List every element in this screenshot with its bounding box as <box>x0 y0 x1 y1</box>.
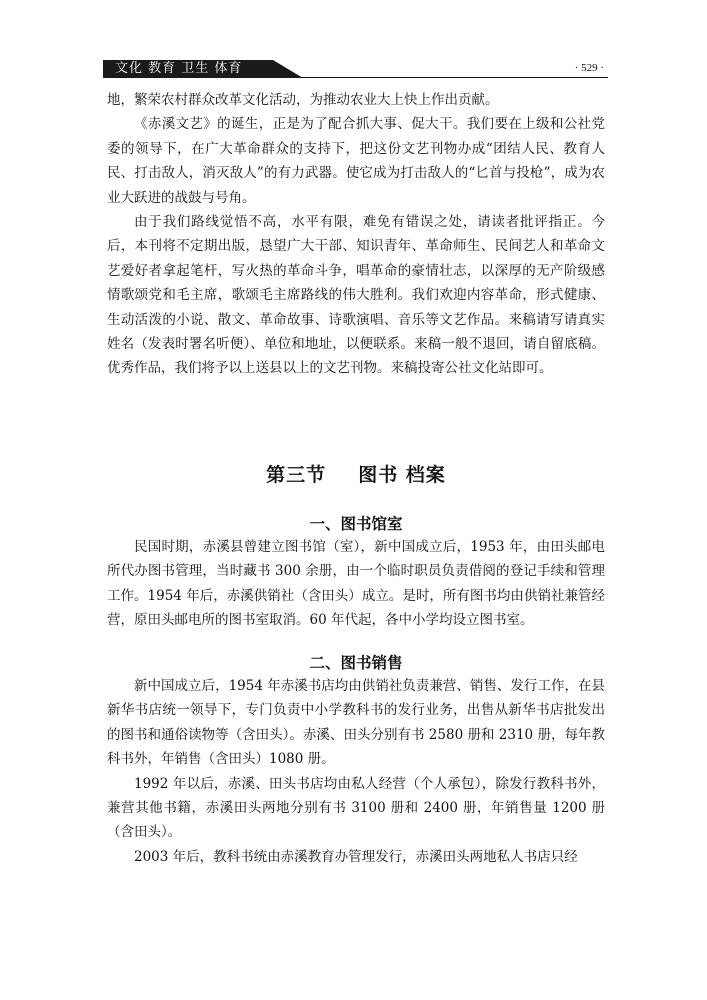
subsection-title: 一、图书馆室 <box>309 515 403 533</box>
header-section-label: 文化 教育 卫生 体育 <box>115 61 243 76</box>
header-rule <box>301 77 608 78</box>
intro-paragraph: 《赤溪文艺》的诞生，正是为了配合抓大事、促大干。我们要在上级和公社党委的领导下，在广大革命群众的支持下，把这份文艺刊物办成“团结人民、教育人民、打击敌人，消灭敌人”的有力武器。使它成为打击敌人的“匕首与投枪”，成为农业大跃进的战鼓与号角。 <box>107 116 605 206</box>
subsection-title: 二、图书销售 <box>309 654 403 672</box>
subsection-body <box>107 535 605 633</box>
running-header <box>103 60 608 78</box>
section-name: 图书 档案 <box>358 464 446 486</box>
intro-text <box>107 88 605 381</box>
body-paragraph: 2003 年后，教科书统由赤溪教育办管理发行，赤溪田头两地私人书店只经 <box>134 848 578 865</box>
body-paragraph: 新中国成立后，1954 年赤溪书店均由供销社负责兼营、销售、发行工作，在县新华书店统一领导下，专门负责中小学教科书的发行业务，出售从新华书店批发出的图书和通俗读物等（含田头）。赤溪、田头分别有书 2580 册和 2310 册，每年教科书外，年销售（含田头）1080 册。 <box>107 678 605 768</box>
page-number: · 529 · <box>574 62 604 74</box>
subsection-body <box>107 674 605 869</box>
section-number: 第三节 <box>266 464 327 486</box>
body-paragraph: 1992 年以后，赤溪、田头书店均由私人经营（个人承包），除发行教科书外，兼营其他书籍，赤溪田头两地分别有书 3100 册和 2400 册，年销售量 1200 册（含田头）。 <box>107 775 605 841</box>
intro-paragraph: 地，繁荣农村群众改革文化活动，为推动农业大上快上作出贡献。 <box>107 92 499 108</box>
body-paragraph: 民国时期，赤溪县曾建立图书馆（室），新中国成立后，1953 年，由田头邮电所代办图书管理，当时藏书 300 余册，由一个临时职员负责借阅的登记手续和管理工作。1954 年后，赤溪供销社（含田头）成立。是时，所有图书均由供销社兼管经营，原田头邮电所的图书室取消。60 年代起，各中小学均设立图书室。 <box>107 539 605 629</box>
section-title <box>107 460 605 487</box>
intro-paragraph: 由于我们路线觉悟不高，水平有限，难免有错误之处，请读者批评指正。今后，本刊将不定期出版，恳望广大干部、知识青年、革命师生、民间艺人和革命文艺爱好者拿起笔杆，写火热的革命斗争，唱革命的豪情壮志，以深厚的无产阶级感情歌颂党和毛主席，歌颂毛主席路线的伟大胜利。我们欢迎内容革命，形式健康、生动活泼的小说、散文、革命故事、诗歌演唱、音乐等文艺作品。来稿请写请真实姓名（发表时署名听便）、单位和地址，以便联系。来稿一般不退回，请自留底稿。优秀作品，我们将予以上送县以上的文艺刊物。来稿投寄公社文化站即可。 <box>107 214 605 377</box>
